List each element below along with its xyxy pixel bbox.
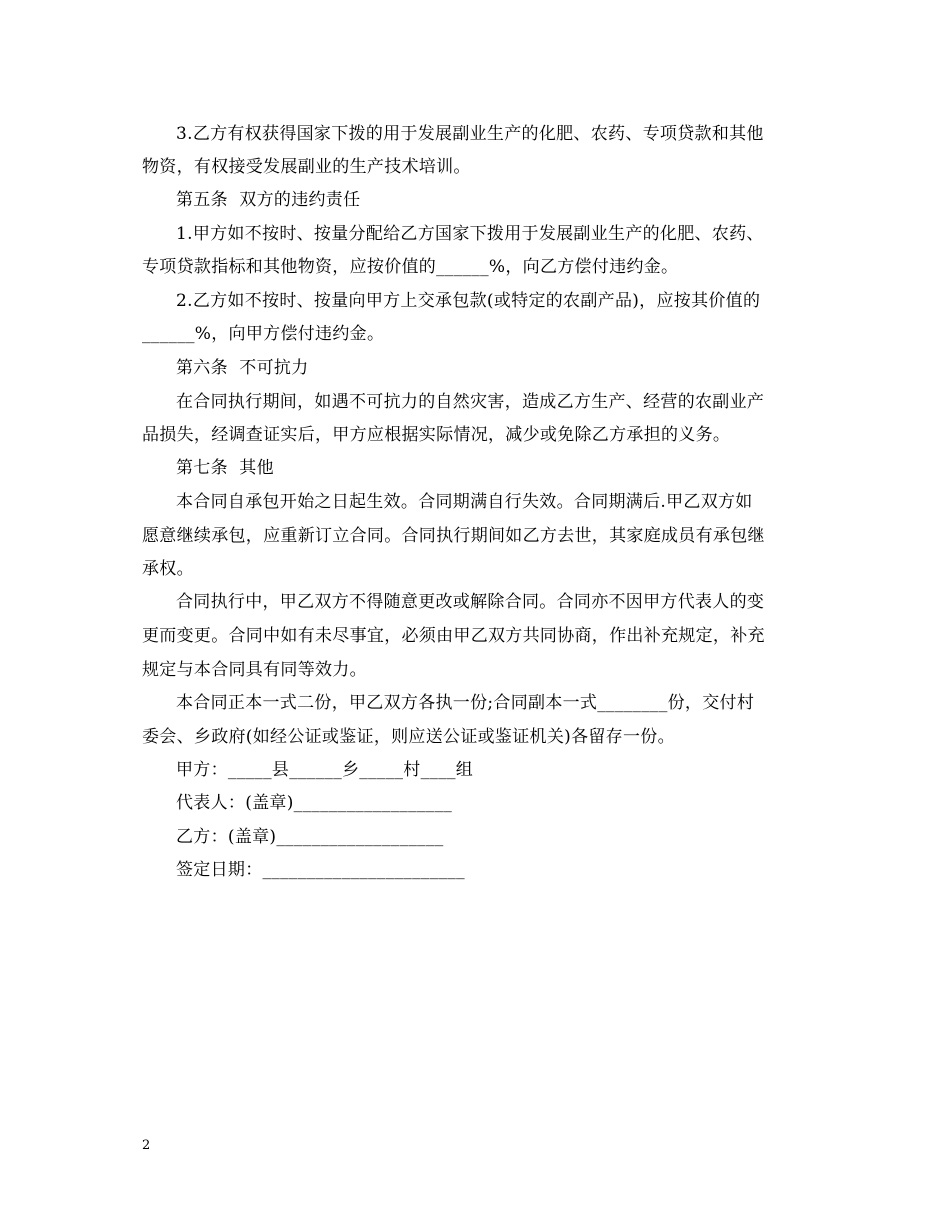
section-heading: 第七条 其他	[176, 458, 274, 478]
paragraph-line: 承权。	[142, 559, 194, 579]
paragraph-line: 品损失，经调查证实后，甲方应根据实际情况，减少或免除乙方承担的义务。	[142, 425, 731, 445]
paragraph-line: 本合同自承包开始之日起生效。合同期满自行失效。合同期满后.甲乙双方如	[176, 492, 753, 512]
paragraph-line: ______%，向甲方偿付违约金。	[142, 324, 385, 344]
signature-party-a: 甲方：_____县______乡_____村____组	[176, 760, 474, 780]
section-heading: 第五条 双方的违约责任	[176, 190, 361, 210]
paragraph-line: 合同执行中，甲乙双方不得随意更改或解除合同。合同亦不因甲方代表人的变	[176, 592, 765, 612]
signature-date: 签定日期：_______________________	[176, 860, 465, 880]
paragraph-line: 委会、乡政府(如经公证或鉴证，则应送公证或鉴证机关)各留存一份。	[142, 727, 675, 747]
paragraph-line: 专项贷款指标和其他物资，应按价值的______%，向乙方偿付违约金。	[142, 257, 679, 277]
paragraph-line: 更而变更。合同中如有未尽事宜，必须由甲乙双方共同协商，作出补充规定，补充	[142, 626, 765, 646]
page-number: 2	[142, 1138, 151, 1153]
paragraph-line: 1.甲方如不按时、按量分配给乙方国家下拨用于发展副业生产的化肥、农药、	[176, 224, 764, 244]
paragraph-line: 在合同执行期间，如遇不可抗力的自然灾害，造成乙方生产、经营的农副业产	[176, 392, 765, 412]
paragraph-line: 2.乙方如不按时、按量向甲方上交承包款(或特定的农副产品)，应按其价值的	[176, 291, 761, 311]
paragraph-line: 愿意继续承包，应重新订立合同。合同执行期间如乙方去世，其家庭成员有承包继	[142, 526, 765, 546]
paragraph-line: 物资，有权接受发展副业的生产技术培训。	[142, 157, 471, 177]
signature-party-b: 乙方：(盖章)___________________	[176, 827, 444, 847]
paragraph-line: 规定与本合同具有同等效力。	[142, 660, 367, 680]
paragraph-line: 本合同正本一式二份，甲乙双方各执一份;合同副本一式________份，交付村	[176, 693, 755, 713]
paragraph-line: 3.乙方有权获得国家下拨的用于发展副业生产的化肥、农药、专项贷款和其他	[176, 124, 764, 144]
section-heading: 第六条 不可抗力	[176, 358, 309, 378]
signature-representative: 代表人：(盖章)__________________	[176, 793, 453, 813]
